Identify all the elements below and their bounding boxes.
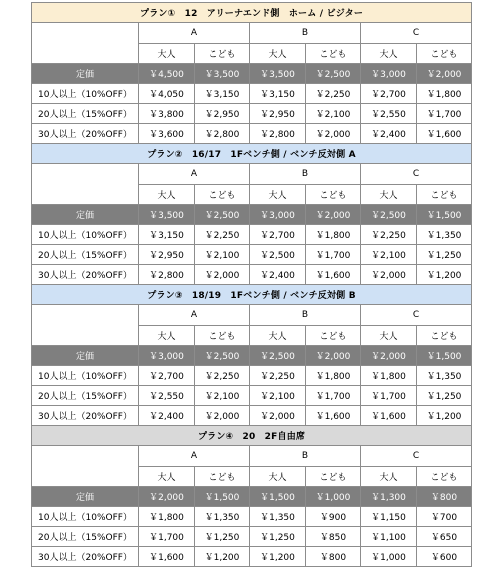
- price-cell: ￥1,700: [306, 245, 361, 265]
- discount-row: [32, 124, 472, 144]
- price-cell: ￥2,000: [250, 406, 306, 426]
- price-cell: ￥1,250: [417, 245, 472, 265]
- price-cell: ￥1,150: [361, 507, 417, 527]
- price-cell: ￥600: [417, 547, 472, 567]
- discount-row: [32, 547, 472, 567]
- ticket-type-header: 大人: [139, 467, 195, 487]
- price-cell: ￥2,700: [250, 225, 306, 245]
- price-cell: ￥800: [417, 487, 472, 507]
- price-cell: ￥1,600: [306, 406, 361, 426]
- ticket-type-header: こども: [306, 467, 361, 487]
- price-cell: ￥2,250: [250, 366, 306, 386]
- row-label: 30人以上（20%OFF）: [32, 547, 139, 567]
- seat-group-row: [32, 305, 472, 326]
- price-cell: ￥2,000: [361, 265, 417, 285]
- price-cell: ￥3,500: [139, 205, 195, 225]
- discount-row: [32, 406, 472, 426]
- price-cell: ￥4,500: [139, 64, 195, 84]
- price-cell: ￥2,250: [306, 84, 361, 104]
- price-cell: ￥1,300: [361, 487, 417, 507]
- price-cell: ￥3,600: [139, 124, 195, 144]
- ticket-type-header: 大人: [139, 185, 195, 205]
- ticket-type-header: こども: [195, 326, 250, 346]
- price-cell: ￥1,700: [361, 386, 417, 406]
- plan-title-row: [32, 144, 472, 164]
- price-cell: ￥1,100: [361, 527, 417, 547]
- price-cell: ￥1,250: [250, 527, 306, 547]
- price-cell: ￥2,800: [250, 124, 306, 144]
- price-cell: ￥3,000: [250, 205, 306, 225]
- price-cell: ￥1,700: [139, 527, 195, 547]
- ticket-type-header: こども: [417, 467, 472, 487]
- price-cell: ￥2,000: [195, 406, 250, 426]
- price-cell: ￥2,950: [139, 245, 195, 265]
- seat-group-header: A: [139, 164, 250, 185]
- price-cell: ￥1,800: [361, 366, 417, 386]
- row-label: 10人以上（10%OFF）: [32, 366, 139, 386]
- price-cell: ￥1,500: [417, 346, 472, 366]
- price-cell: ￥2,100: [306, 104, 361, 124]
- plan-title-row: [32, 3, 472, 23]
- price-cell: ￥3,150: [250, 84, 306, 104]
- price-cell: ￥1,350: [417, 225, 472, 245]
- plan-title: プラン② 16/17 1Fベンチ側 / ベンチ反対側 A: [32, 144, 472, 164]
- seat-group-header: A: [139, 446, 250, 467]
- ticket-type-header: こども: [195, 467, 250, 487]
- row-label: 20人以上（15%OFF）: [32, 386, 139, 406]
- ticket-type-header: 大人: [250, 326, 306, 346]
- ticket-type-header: 大人: [361, 467, 417, 487]
- price-cell: ￥2,000: [361, 346, 417, 366]
- price-cell: ￥2,250: [361, 225, 417, 245]
- price-cell: ￥2,500: [250, 346, 306, 366]
- ticket-type-header: 大人: [361, 185, 417, 205]
- plan-title: プラン① 12 アリーナエンド側 ホーム / ビジター: [32, 3, 472, 23]
- price-cell: ￥1,000: [361, 547, 417, 567]
- price-cell: ￥1,700: [306, 386, 361, 406]
- price-cell: ￥2,700: [361, 84, 417, 104]
- price-cell: ￥1,700: [417, 104, 472, 124]
- price-cell: ￥2,500: [306, 64, 361, 84]
- price-cell: ￥3,150: [139, 225, 195, 245]
- price-cell: ￥2,000: [139, 487, 195, 507]
- seat-group-header: A: [139, 23, 250, 44]
- price-cell: ￥2,000: [306, 205, 361, 225]
- ticket-type-header: 大人: [250, 185, 306, 205]
- ticket-type-header: こども: [306, 326, 361, 346]
- ticket-type-header: 大人: [361, 44, 417, 64]
- price-cell: ￥1,200: [417, 265, 472, 285]
- price-cell: ￥900: [306, 507, 361, 527]
- seat-group-header: C: [361, 305, 472, 326]
- price-cell: ￥2,500: [250, 245, 306, 265]
- price-cell: ￥2,000: [306, 124, 361, 144]
- price-cell: ￥650: [417, 527, 472, 547]
- price-cell: ￥2,550: [139, 386, 195, 406]
- price-cell: ￥2,950: [250, 104, 306, 124]
- price-cell: ￥1,000: [306, 487, 361, 507]
- price-cell: ￥2,000: [195, 265, 250, 285]
- list-price-row: [32, 64, 472, 84]
- price-cell: ￥3,000: [361, 64, 417, 84]
- row-label: 20人以上（15%OFF）: [32, 527, 139, 547]
- seat-group-row: [32, 164, 472, 185]
- price-cell: ￥1,200: [417, 406, 472, 426]
- ticket-type-header: こども: [306, 185, 361, 205]
- price-cell: ￥2,100: [195, 386, 250, 406]
- ticket-type-header: 大人: [139, 326, 195, 346]
- row-label: 30人以上（20%OFF）: [32, 406, 139, 426]
- price-cell: ￥2,100: [250, 386, 306, 406]
- ticket-type-header: こども: [417, 44, 472, 64]
- seat-group-header: C: [361, 164, 472, 185]
- price-cell: ￥2,700: [139, 366, 195, 386]
- row-label: 定価: [32, 487, 139, 507]
- seat-group-header: B: [250, 23, 361, 44]
- price-cell: ￥700: [417, 507, 472, 527]
- price-cell: ￥1,800: [306, 225, 361, 245]
- price-cell: ￥2,100: [195, 245, 250, 265]
- seat-group-row: [32, 446, 472, 467]
- seat-group-header: A: [139, 305, 250, 326]
- seat-group-row: [32, 23, 472, 44]
- header-blank-cell: [32, 446, 139, 487]
- price-cell: ￥2,000: [417, 64, 472, 84]
- discount-row: [32, 225, 472, 245]
- header-blank-cell: [32, 164, 139, 205]
- plan-title-row: [32, 285, 472, 305]
- ticket-type-header: こども: [306, 44, 361, 64]
- price-cell: ￥2,400: [361, 124, 417, 144]
- price-cell: ￥1,800: [139, 507, 195, 527]
- price-cell: ￥1,800: [306, 366, 361, 386]
- price-cell: ￥3,800: [139, 104, 195, 124]
- price-cell: ￥1,800: [417, 84, 472, 104]
- price-cell: ￥3,000: [139, 346, 195, 366]
- price-cell: ￥1,200: [195, 547, 250, 567]
- seat-group-header: B: [250, 305, 361, 326]
- ticket-type-header: こども: [417, 185, 472, 205]
- ticket-type-header: 大人: [361, 326, 417, 346]
- list-price-row: [32, 487, 472, 507]
- price-cell: ￥1,600: [361, 406, 417, 426]
- price-cell: ￥1,200: [250, 547, 306, 567]
- ticket-type-header: 大人: [250, 467, 306, 487]
- price-cell: ￥2,400: [139, 406, 195, 426]
- row-label: 10人以上（10%OFF）: [32, 507, 139, 527]
- price-cell: ￥3,500: [250, 64, 306, 84]
- header-blank-cell: [32, 305, 139, 346]
- price-cell: ￥2,250: [195, 225, 250, 245]
- price-cell: ￥2,800: [195, 124, 250, 144]
- list-price-row: [32, 346, 472, 366]
- price-cell: ￥2,800: [139, 265, 195, 285]
- price-cell: ￥2,950: [195, 104, 250, 124]
- price-cell: ￥3,150: [195, 84, 250, 104]
- row-label: 10人以上（10%OFF）: [32, 84, 139, 104]
- seat-group-header: C: [361, 446, 472, 467]
- price-cell: ￥2,500: [195, 346, 250, 366]
- price-cell: ￥1,500: [250, 487, 306, 507]
- discount-row: [32, 265, 472, 285]
- price-cell: ￥4,050: [139, 84, 195, 104]
- discount-row: [32, 507, 472, 527]
- price-cell: ￥1,600: [139, 547, 195, 567]
- ticket-type-header: こども: [195, 185, 250, 205]
- ticket-type-header: こども: [195, 44, 250, 64]
- price-cell: ￥1,250: [195, 527, 250, 547]
- row-label: 定価: [32, 346, 139, 366]
- price-cell: ￥800: [306, 547, 361, 567]
- discount-row: [32, 386, 472, 406]
- plan-title-row: [32, 426, 472, 446]
- price-cell: ￥2,000: [306, 346, 361, 366]
- price-cell: ￥1,500: [417, 205, 472, 225]
- discount-row: [32, 84, 472, 104]
- discount-row: [32, 245, 472, 265]
- price-cell: ￥1,350: [417, 366, 472, 386]
- plan-title: プラン④ 20 2F自由席: [32, 426, 472, 446]
- seat-group-header: B: [250, 164, 361, 185]
- header-blank-cell: [32, 23, 139, 64]
- row-label: 定価: [32, 205, 139, 225]
- price-cell: ￥1,350: [250, 507, 306, 527]
- price-cell: ￥2,100: [361, 245, 417, 265]
- price-cell: ￥1,600: [417, 124, 472, 144]
- row-label: 20人以上（15%OFF）: [32, 245, 139, 265]
- plan-title: プラン③ 18/19 1Fベンチ側 / ベンチ反対側 B: [32, 285, 472, 305]
- price-cell: ￥3,500: [195, 64, 250, 84]
- seat-group-header: B: [250, 446, 361, 467]
- price-cell: ￥2,550: [361, 104, 417, 124]
- price-cell: ￥850: [306, 527, 361, 547]
- price-table: [31, 2, 472, 567]
- row-label: 定価: [32, 64, 139, 84]
- discount-row: [32, 527, 472, 547]
- price-cell: ￥2,250: [195, 366, 250, 386]
- price-cell: ￥1,250: [417, 386, 472, 406]
- list-price-row: [32, 205, 472, 225]
- row-label: 30人以上（20%OFF）: [32, 265, 139, 285]
- discount-row: [32, 366, 472, 386]
- ticket-type-header: 大人: [139, 44, 195, 64]
- price-tables: [31, 2, 471, 567]
- price-cell: ￥2,500: [361, 205, 417, 225]
- row-label: 20人以上（15%OFF）: [32, 104, 139, 124]
- ticket-type-header: こども: [417, 326, 472, 346]
- ticket-type-header: 大人: [250, 44, 306, 64]
- row-label: 30人以上（20%OFF）: [32, 124, 139, 144]
- row-label: 10人以上（10%OFF）: [32, 225, 139, 245]
- discount-row: [32, 104, 472, 124]
- price-cell: ￥1,350: [195, 507, 250, 527]
- price-cell: ￥2,500: [195, 205, 250, 225]
- price-cell: ￥1,500: [195, 487, 250, 507]
- seat-group-header: C: [361, 23, 472, 44]
- price-cell: ￥1,600: [306, 265, 361, 285]
- price-cell: ￥2,400: [250, 265, 306, 285]
